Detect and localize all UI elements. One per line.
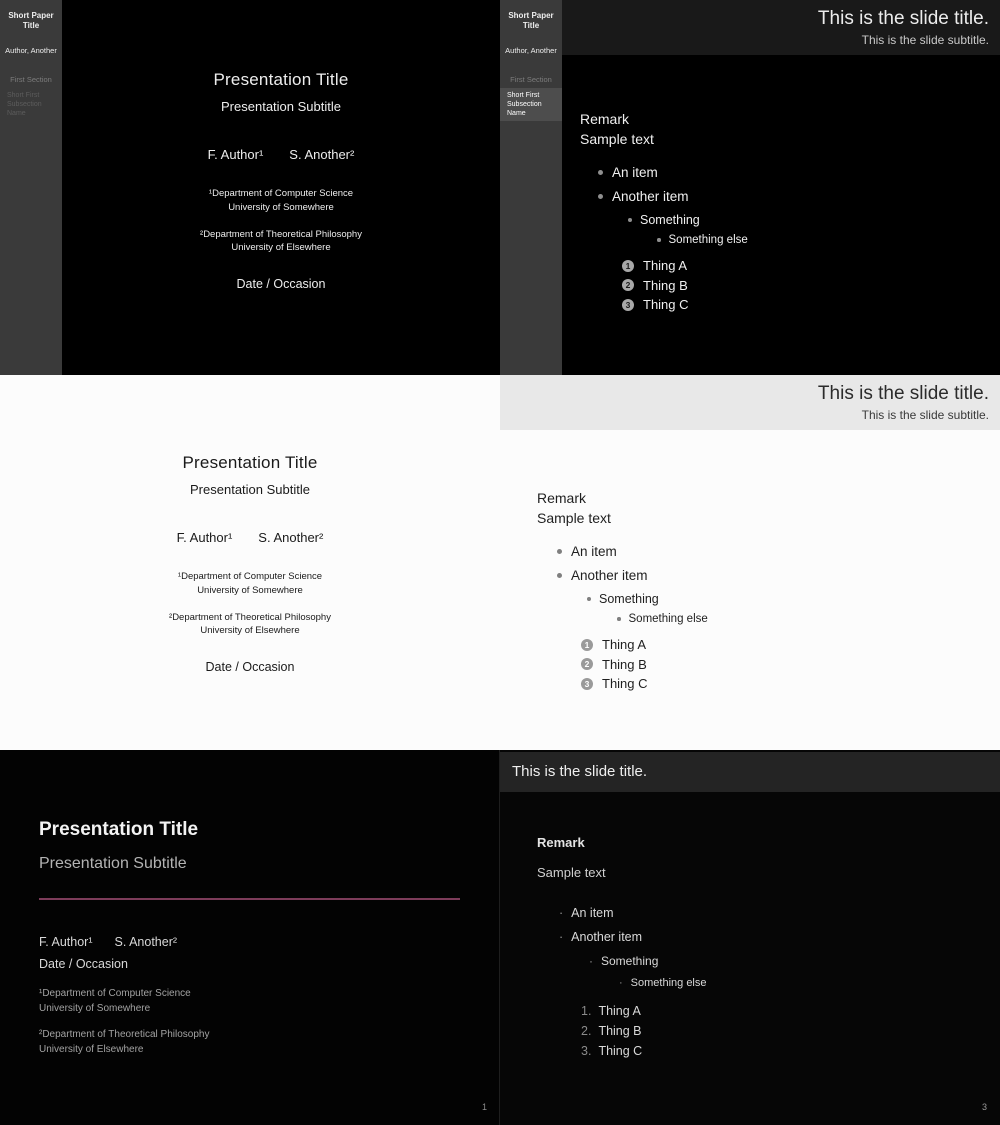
sidebar-authors: Author, Another [505,45,557,55]
frame-body [537,834,707,1064]
bullet-list [537,544,708,625]
author-2: S. Another² [258,530,324,545]
list-item [589,954,707,968]
institute-1 [62,187,500,215]
institute-2 [39,1027,460,1057]
author-line [0,530,500,545]
frame-header [500,375,1000,430]
list-item [628,213,748,227]
bullet-icon [657,238,661,242]
enum-item [581,1004,707,1018]
sidebar-subsection: Short First Subsection Name [7,91,42,118]
list-item-label: Something [601,954,659,969]
enumerated-list [580,258,748,312]
author-1: F. Author¹ [39,935,93,949]
accent-rule [39,898,460,900]
author-1: F. Author¹ [207,147,264,162]
block-title: Remark [537,835,585,850]
list-item [657,234,748,246]
block-title: Remark [537,490,587,506]
institute-2-name: ²Department of Theoretical Philosophy [169,611,331,623]
enum-ball-icon: 2 [581,658,593,670]
list-item-label: Something else [628,613,708,626]
enum-item-label: Thing C [643,297,689,313]
bullet-icon [557,549,562,554]
slide-metro-content [500,750,1000,1125]
bullet-icon [598,194,603,199]
sidebar-section: First Section [510,74,552,84]
enum-item-label: Thing A [602,637,647,653]
enum-item [581,676,708,691]
institute-2 [62,228,500,256]
title-page-body [39,750,460,1057]
sidebar-authors: Author, Another [5,45,57,55]
institute-1-name: ¹Department of Computer Science [208,188,354,199]
list-item-label: An item [571,906,614,921]
enum-item-label: Thing A [598,1004,641,1019]
slide-metro-title [0,750,500,1125]
cell-divider [499,750,500,1125]
list-item-label: Something else [630,977,707,990]
institute-2-univ: University of Elsewhere [39,1044,144,1055]
institute-1-univ: University of Somewhere [39,1003,151,1014]
enumerated-list [537,1004,707,1058]
list-item [557,544,708,559]
enum-item-label: Thing C [598,1044,643,1059]
list-item [587,592,708,606]
enum-item-label: Thing B [643,277,688,293]
author-1: F. Author¹ [176,530,233,545]
block-text: Sample text [537,865,606,881]
list-item [557,568,708,583]
date-occasion: Date / Occasion [39,957,128,971]
enum-item [622,258,748,273]
enum-number: 3. [581,1044,592,1059]
institute-1-name: ¹Department of Computer Science [177,571,323,582]
enum-item-label: Thing B [598,1024,642,1039]
author-line [39,935,460,949]
frame-body [580,110,748,317]
enum-item [581,1044,707,1058]
list-item-label: Something [599,592,659,607]
presentation-title: Presentation Title [213,70,349,89]
enum-item [622,278,748,293]
list-item [617,613,708,625]
enum-item-label: Thing B [602,656,647,672]
sidebar-subsection-active: Short First Subsection Name [500,88,562,121]
list-item [598,165,748,180]
institute-2-univ: University of Elsewhere [200,625,300,637]
list-item [559,906,707,920]
bullet-icon [628,218,632,222]
institute-2-name: ²Department of Theoretical Philosophy [39,1029,210,1040]
institute-2 [0,611,500,639]
sidebar-paper-title: Short Paper Title [508,11,554,31]
title-page-body [0,375,500,750]
institute-1-univ: University of Somewhere [197,584,303,596]
presentation-subtitle: Presentation Subtitle [39,855,187,872]
institute-1-name: ¹Department of Computer Science [39,988,191,999]
enum-item [622,297,748,312]
frame-body [537,489,708,696]
list-item [598,189,748,204]
enum-ball-icon: 3 [622,299,634,311]
enum-ball-icon: 3 [581,678,593,690]
institute-1 [39,986,460,1016]
frame-title: This is the slide title. [817,8,989,29]
presentation-subtitle: Presentation Subtitle [190,482,310,497]
sidebar-section: First Section [10,74,52,84]
bullet-icon [587,597,591,601]
bullet-icon: · [559,906,564,921]
institute-2-name: ²Department of Theoretical Philosophy [200,228,362,240]
author-line [62,147,500,162]
block-text: Sample text [580,130,654,147]
bullet-icon: · [589,954,593,969]
list-item-label: Another item [571,930,643,945]
slide-dark-content [500,0,1000,375]
block-text: Sample text [537,509,611,526]
enum-item-label: Thing C [602,676,648,692]
frame-title: This is the slide title. [512,763,648,780]
date-occasion: Date / Occasion [236,277,326,292]
bullet-list [537,906,707,989]
list-item-label: An item [612,165,658,181]
bullet-icon [557,573,562,578]
page-number: 1 [481,1102,487,1112]
presentation-title: Presentation Title [182,453,318,472]
bullet-icon: · [559,930,564,945]
bullet-icon [617,617,621,621]
author-2: S. Another² [289,147,355,162]
title-page-body [62,0,500,375]
enum-item [581,637,708,652]
bullet-icon: · [619,977,623,990]
list-item-label: Something else [668,234,748,247]
frame-header [500,752,1000,792]
enum-item-label: Thing A [643,258,688,274]
list-item-label: Another item [612,189,689,205]
list-item-label: Another item [571,568,648,584]
enum-ball-icon: 1 [622,260,634,272]
author-2: S. Another² [114,935,178,949]
sidebar [0,0,62,375]
list-item-label: Something [640,213,700,228]
institute-1 [0,570,500,598]
presentation-title: Presentation Title [39,819,199,840]
frame-header [562,0,1000,55]
presentation-subtitle: Presentation Subtitle [221,99,341,114]
frame-subtitle: This is the slide subtitle. [861,33,989,47]
bullet-icon [598,170,603,175]
date-occasion: Date / Occasion [205,660,295,675]
frame-subtitle: This is the slide subtitle. [861,408,989,422]
institute-1-univ: University of Somewhere [228,201,334,213]
slide-light-title [0,375,500,750]
block-title: Remark [580,111,630,127]
enumerated-list [537,637,708,691]
sidebar [500,0,562,375]
enum-number: 2. [581,1024,592,1039]
sidebar-paper-title: Short Paper Title [8,11,54,31]
list-item-label: An item [571,544,617,560]
slide-light-content [500,375,1000,750]
list-item [559,930,707,944]
enum-ball-icon: 1 [581,639,593,651]
enum-number: 1. [581,1004,592,1019]
institute-2-univ: University of Elsewhere [231,242,331,254]
enum-item [581,657,708,672]
list-item [619,977,707,989]
frame-title: This is the slide title. [817,383,989,404]
bullet-list [580,165,748,246]
slide-dark-title [0,0,500,375]
enum-ball-icon: 2 [622,279,634,291]
page-number: 3 [981,1102,987,1112]
enum-item [581,1024,707,1038]
